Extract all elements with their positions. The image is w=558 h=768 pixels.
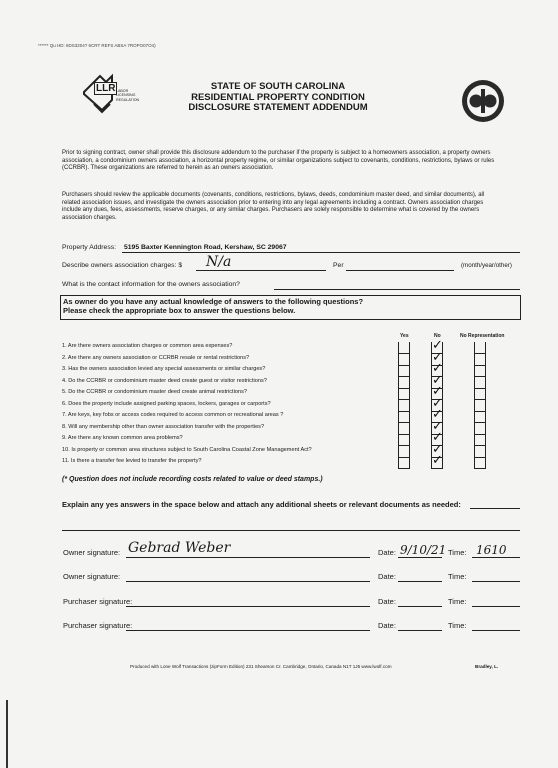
signature-label: Purchaser signature:	[63, 597, 133, 606]
intro-paragraph-2: Purchasers should review the applicable documents (covenants, conditions, restrictions, bylaws, deeds, condominium master deed, and similar documents), all related association issues, and investigate the owners association prior to entering into any legal agreements including a contract. Owners association charges include any dues, fees, assessments, reserve charges, or any similar charges. Purchasers are solely responsible to determine what is covered by the owners association charges.	[62, 192, 485, 221]
checkbox-yes[interactable]	[398, 400, 410, 412]
question-instruction-2: Please check the appropriate box to answer the questions below.	[63, 306, 296, 315]
checkbox-norep[interactable]	[474, 377, 486, 389]
checkbox-norep[interactable]	[474, 400, 486, 412]
date-line	[398, 630, 442, 631]
check-mark-icon: ✓	[432, 338, 443, 353]
question-instruction-1: As owner do you have any actual knowledge of answers to the following questions?	[63, 297, 364, 306]
check-mark-icon: ✓	[432, 430, 443, 445]
checkbox-norep[interactable]	[474, 457, 486, 469]
charges-label: Describe owners association charges: $	[62, 262, 183, 269]
column-yes: Yes	[400, 333, 409, 339]
question-text: 5. Do the CCRBR or condominium master deed create animal restrictions?	[62, 389, 247, 395]
checkbox-yes[interactable]	[398, 342, 410, 354]
question-text: 11. Is there a transfer fee levied to transfer the property?	[62, 458, 202, 464]
question-text: 1. Are there owners association charges or common area expenses?	[62, 343, 233, 349]
check-mark-icon: ✓	[432, 349, 443, 365]
check-mark-icon: ✓	[432, 372, 443, 388]
question-instruction-box	[60, 295, 521, 320]
footer-text: Produced with Lone Wolf Transactions (zipForm Edition) 231 Shearson Cr. Cambridge, Ontario, Canada N1T 1J5 www.lwolf.com	[130, 664, 392, 669]
checkbox-yes[interactable]	[398, 377, 410, 389]
question-text: 2. Are there any owners association or CCRBR resale or rental restrictions?	[62, 354, 250, 361]
charges-line	[196, 270, 326, 271]
date-value[interactable]: 9/10/21	[400, 543, 447, 557]
question-text: 7. Are keys, key fobs or access codes required to access common or recreational areas ?	[62, 412, 284, 418]
checkbox-norep[interactable]	[474, 365, 486, 377]
checkbox-yes[interactable]	[398, 388, 410, 400]
logo-text: LLR	[96, 83, 116, 94]
signature-line	[126, 606, 370, 607]
seal-icon	[461, 79, 505, 123]
date-label: Date:	[378, 597, 396, 606]
llr-logo-icon	[80, 70, 150, 120]
checkbox-norep[interactable]	[474, 423, 486, 435]
check-mark-icon: ✓	[432, 361, 443, 376]
explain-line	[62, 530, 520, 531]
checkbox-yes[interactable]	[398, 411, 410, 423]
question-text: 9. Are there any known common area problems?	[62, 435, 183, 441]
charges-value[interactable]: N/a	[206, 254, 232, 270]
signature-line	[126, 557, 370, 558]
checkbox-norep[interactable]	[474, 342, 486, 354]
question-text: 6. Does the property include assigned parking spaces, lockers, garages or carports?	[62, 400, 271, 407]
signature-label: Owner signature:	[63, 572, 121, 581]
checkbox-norep[interactable]	[474, 388, 486, 400]
question-text: 3. Has the owners association levied any special assessments or similar charges?	[62, 366, 266, 372]
per-line	[346, 270, 454, 271]
date-label: Date:	[378, 548, 396, 557]
checkbox-norep[interactable]	[474, 354, 486, 366]
checkbox-norep[interactable]	[474, 446, 486, 458]
checkbox-norep[interactable]	[474, 434, 486, 446]
per-label: Per	[333, 262, 344, 269]
address-label: Property Address:	[62, 244, 117, 251]
check-mark-icon: ✓	[432, 407, 443, 422]
fax-header: ****** Qu HD: 6DS3204? 6CRT REFS ABSA 7ROPO07O4)	[38, 43, 156, 48]
time-value[interactable]: 1610	[476, 543, 507, 557]
question-text: 4. Do the CCRBR or condominium master deed create guest or visitor restrictions?	[62, 377, 267, 384]
intro-paragraph-1: Prior to signing contract, owner shall provide this disclosure addendum to the purchaser if the property is subject to a homeowners association, a property owners association, a condominium owners association, a horizontal property regime, or similar organizations subject to covenants, conditions, restrictions, bylaws or rules (CCRBR). These organizations are referred to herein as an owners association.	[62, 150, 495, 172]
contact-line	[274, 289, 520, 290]
per-unit: (month/year/other)	[461, 262, 512, 269]
signature-line	[126, 630, 370, 631]
checkbox-norep[interactable]	[474, 411, 486, 423]
llr-logo	[80, 70, 150, 120]
signature-label: Purchaser signature:	[63, 621, 133, 630]
check-mark-icon: ✓	[432, 384, 443, 399]
time-label: Time:	[448, 597, 467, 606]
explain-line-end	[470, 508, 520, 509]
address-line	[122, 252, 520, 253]
checkbox-yes[interactable]	[398, 354, 410, 366]
checkbox-yes[interactable]	[398, 365, 410, 377]
signature-value[interactable]: Gebrad Weber	[128, 540, 231, 556]
time-line	[472, 606, 520, 607]
checkbox-yes[interactable]	[398, 423, 410, 435]
question-text: 8. Will any membership other than owner association transfer with the properties?	[62, 423, 265, 430]
time-line	[472, 630, 520, 631]
check-mark-icon: ✓	[432, 441, 443, 457]
time-line	[472, 581, 520, 582]
address-value[interactable]: 5195 Baxter Kennington Road, Kershaw, SC 29067	[124, 244, 287, 251]
date-label: Date:	[378, 621, 396, 630]
question-text: 10. Is property or common area structures subject to South Carolina Coastal Zone Management Act?	[62, 446, 312, 453]
form-title: STATE OF SOUTH CAROLINA RESIDENTIAL PROPERTY CONDITION DISCLOSURE STATEMENT ADDENDUM	[188, 81, 368, 113]
checkbox-yes[interactable]	[398, 457, 410, 469]
checkbox-yes[interactable]	[398, 434, 410, 446]
time-label: Time:	[448, 572, 467, 581]
check-mark-icon: ✓	[432, 453, 443, 468]
checkbox-yes[interactable]	[398, 446, 410, 458]
scan-edge-mark	[6, 700, 8, 768]
date-line	[398, 557, 442, 558]
signature-line	[126, 581, 370, 582]
time-label: Time:	[448, 621, 467, 630]
contact-label: What is the contact information for the owners association?	[62, 281, 240, 288]
state-seal	[461, 79, 505, 123]
logo-subtext: LABOR LICENSING REGULATION	[116, 89, 140, 102]
signature-label: Owner signature:	[63, 548, 121, 557]
column-no-representation: No Representation	[460, 333, 505, 339]
check-mark-icon: ✓	[432, 395, 443, 411]
date-label: Date:	[378, 572, 396, 581]
check-mark-icon: ✓	[432, 418, 443, 434]
time-line	[472, 557, 520, 558]
explain-label: Explain any yes answers in the space below and attach any additional sheets or relevant documents as needed:	[62, 500, 461, 509]
date-line	[398, 606, 442, 607]
footer-initials: Bradley, L.	[475, 664, 499, 669]
deed-stamp-note: (* Question does not include recording costs related to value or deed stamps.)	[62, 476, 323, 483]
column-no: No	[434, 333, 441, 339]
time-label: Time:	[448, 548, 467, 557]
date-line	[398, 581, 442, 582]
